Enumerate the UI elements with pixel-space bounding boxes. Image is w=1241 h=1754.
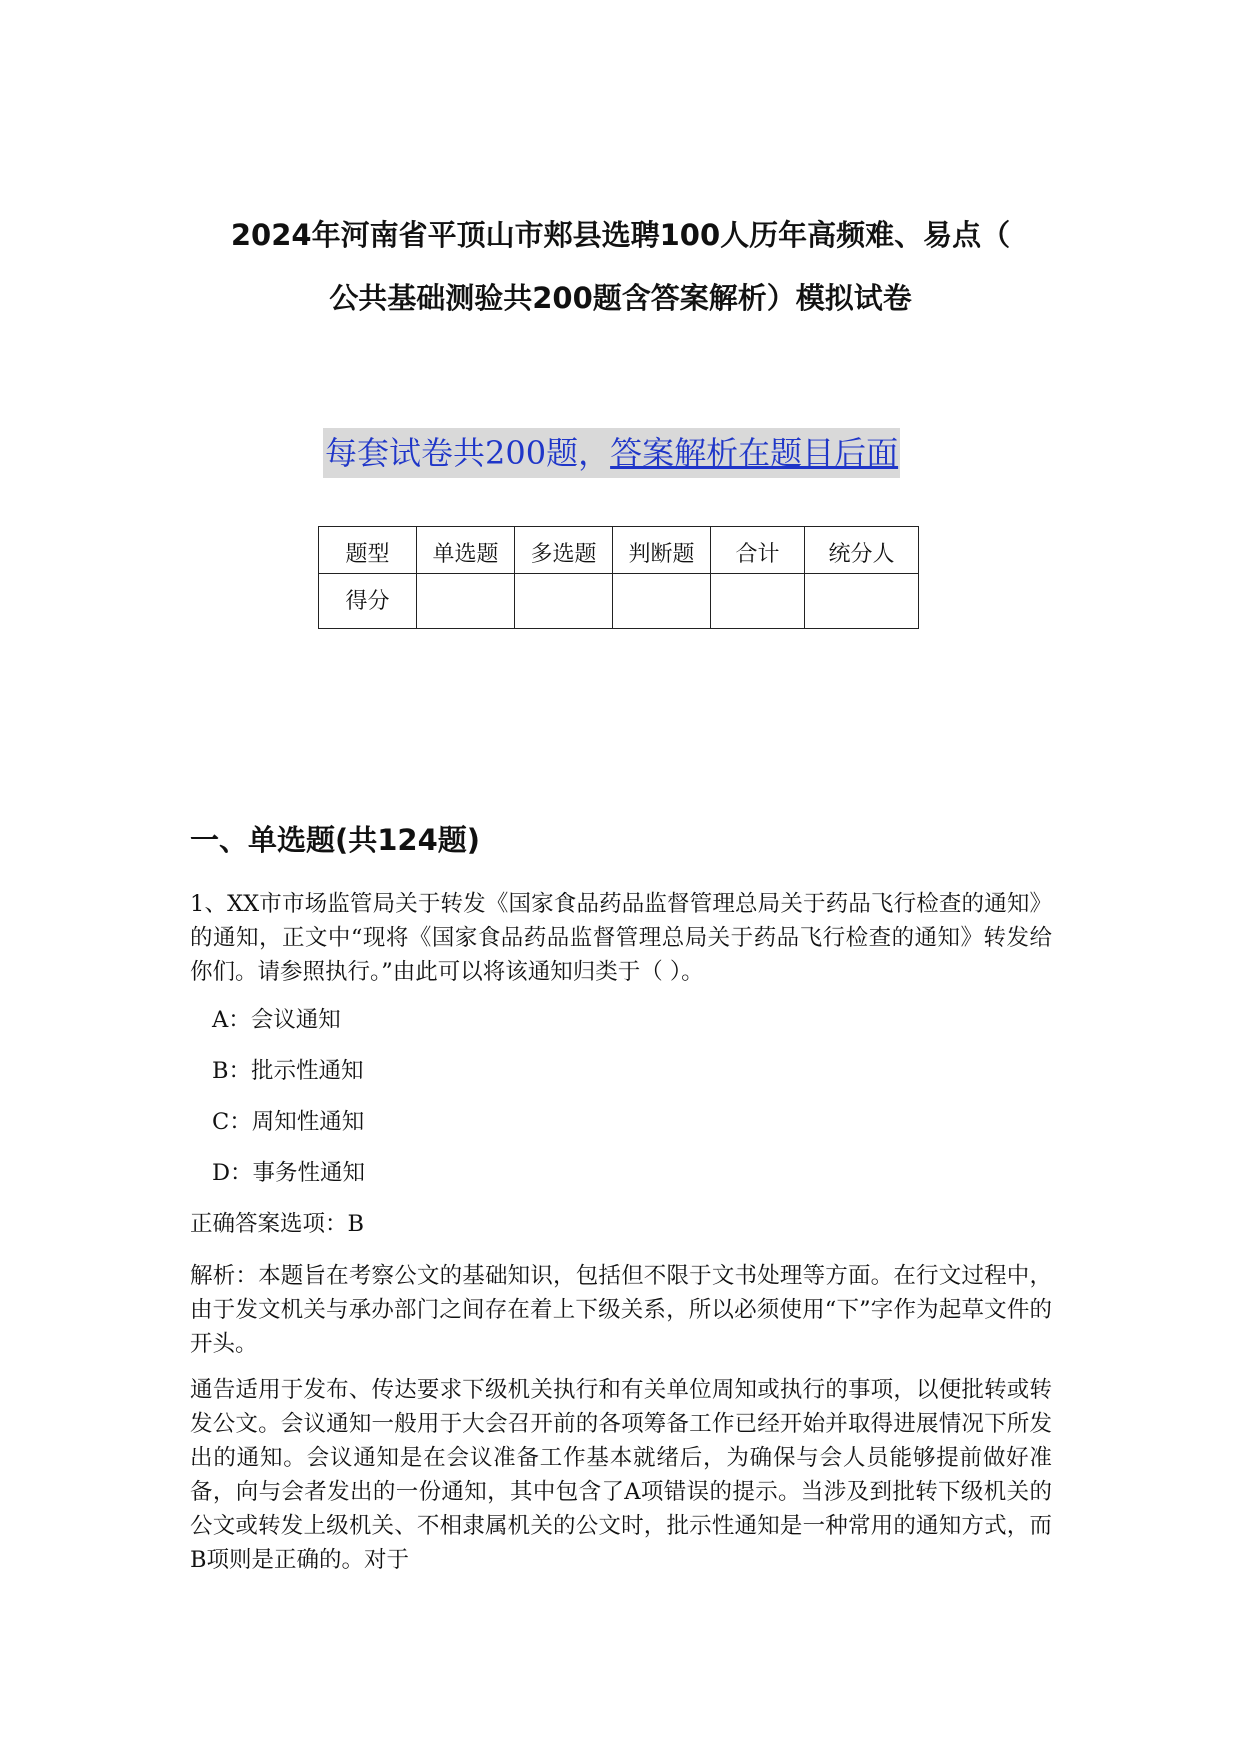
question-stem: 1、XX市市场监管局关于转发《国家食品药品监督管理总局关于药品飞行检查的通知》的通知，正文中“现将《国家食品药品监督管理总局关于药品飞行检查的通知》转发给你们。请参照执行。”由此可以将该通知归类于（ ）。 bbox=[190, 891, 1052, 985]
score-cell-total[interactable] bbox=[711, 574, 805, 629]
option-a: A：会议通知 bbox=[212, 1007, 341, 1033]
header-cell-scorer: 统分人 bbox=[805, 527, 919, 574]
answer-location-link[interactable]: 答案解析在题目后面 bbox=[610, 434, 899, 472]
analysis-paragraph-1: 解析：本题旨在考察公文的基础知识，包括但不限于文书处理等方面。在行文过程中，由于发文机关与承办部门之间存在着上下级关系，所以必须使用“下”字作为起草文件的开头。 bbox=[190, 1263, 1052, 1357]
document-title-line1: 2024年河南省平顶山市郏县选聘100人历年高频难、易点（ bbox=[230, 218, 1011, 252]
score-cell-scorer[interactable] bbox=[805, 574, 919, 629]
option-b: B：批示性通知 bbox=[212, 1058, 364, 1084]
score-cell-true-false[interactable] bbox=[613, 574, 711, 629]
score-cell-multiple-choice[interactable] bbox=[515, 574, 613, 629]
header-cell-multiple-choice: 多选题 bbox=[515, 527, 613, 574]
document-title-line2: 公共基础测验共200题含答案解析）模拟试卷 bbox=[329, 281, 912, 315]
correct-answer: 正确答案选项：B bbox=[190, 1211, 365, 1237]
notice-banner bbox=[323, 428, 900, 478]
header-cell-type: 题型 bbox=[319, 527, 417, 574]
score-cell-single-choice[interactable] bbox=[417, 574, 515, 629]
score-table-score-row bbox=[319, 574, 919, 629]
option-c: C：周知性通知 bbox=[212, 1109, 365, 1135]
score-row-label: 得分 bbox=[319, 574, 417, 629]
header-cell-total: 合计 bbox=[711, 527, 805, 574]
score-table bbox=[318, 526, 919, 629]
score-table-header-row bbox=[319, 527, 919, 574]
header-cell-single-choice: 单选题 bbox=[417, 527, 515, 574]
section-heading: 一、单选题(共124题) bbox=[190, 823, 481, 857]
option-d: D：事务性通知 bbox=[212, 1160, 366, 1186]
header-cell-true-false: 判断题 bbox=[613, 527, 711, 574]
analysis-paragraph-2: 通告适用于发布、传达要求下级机关执行和有关单位周知或执行的事项，以便批转或转发公文。会议通知一般用于大会召开前的各项筹备工作已经开始并取得进展情况下所发出的通知。会议通知是在会议准备工作基本就绪后，为确保与会人员能够提前做好准备，向与会者发出的一份通知，其中包含了A项错误的提示。当涉及到批转下级机关的公文或转发上级机关、不相隶属机关的公文时，批示性通知是一种常用的通知方式，而B项则是正确的。对于 bbox=[190, 1377, 1052, 1573]
banner-text: 每套试卷共200题， bbox=[325, 434, 611, 472]
